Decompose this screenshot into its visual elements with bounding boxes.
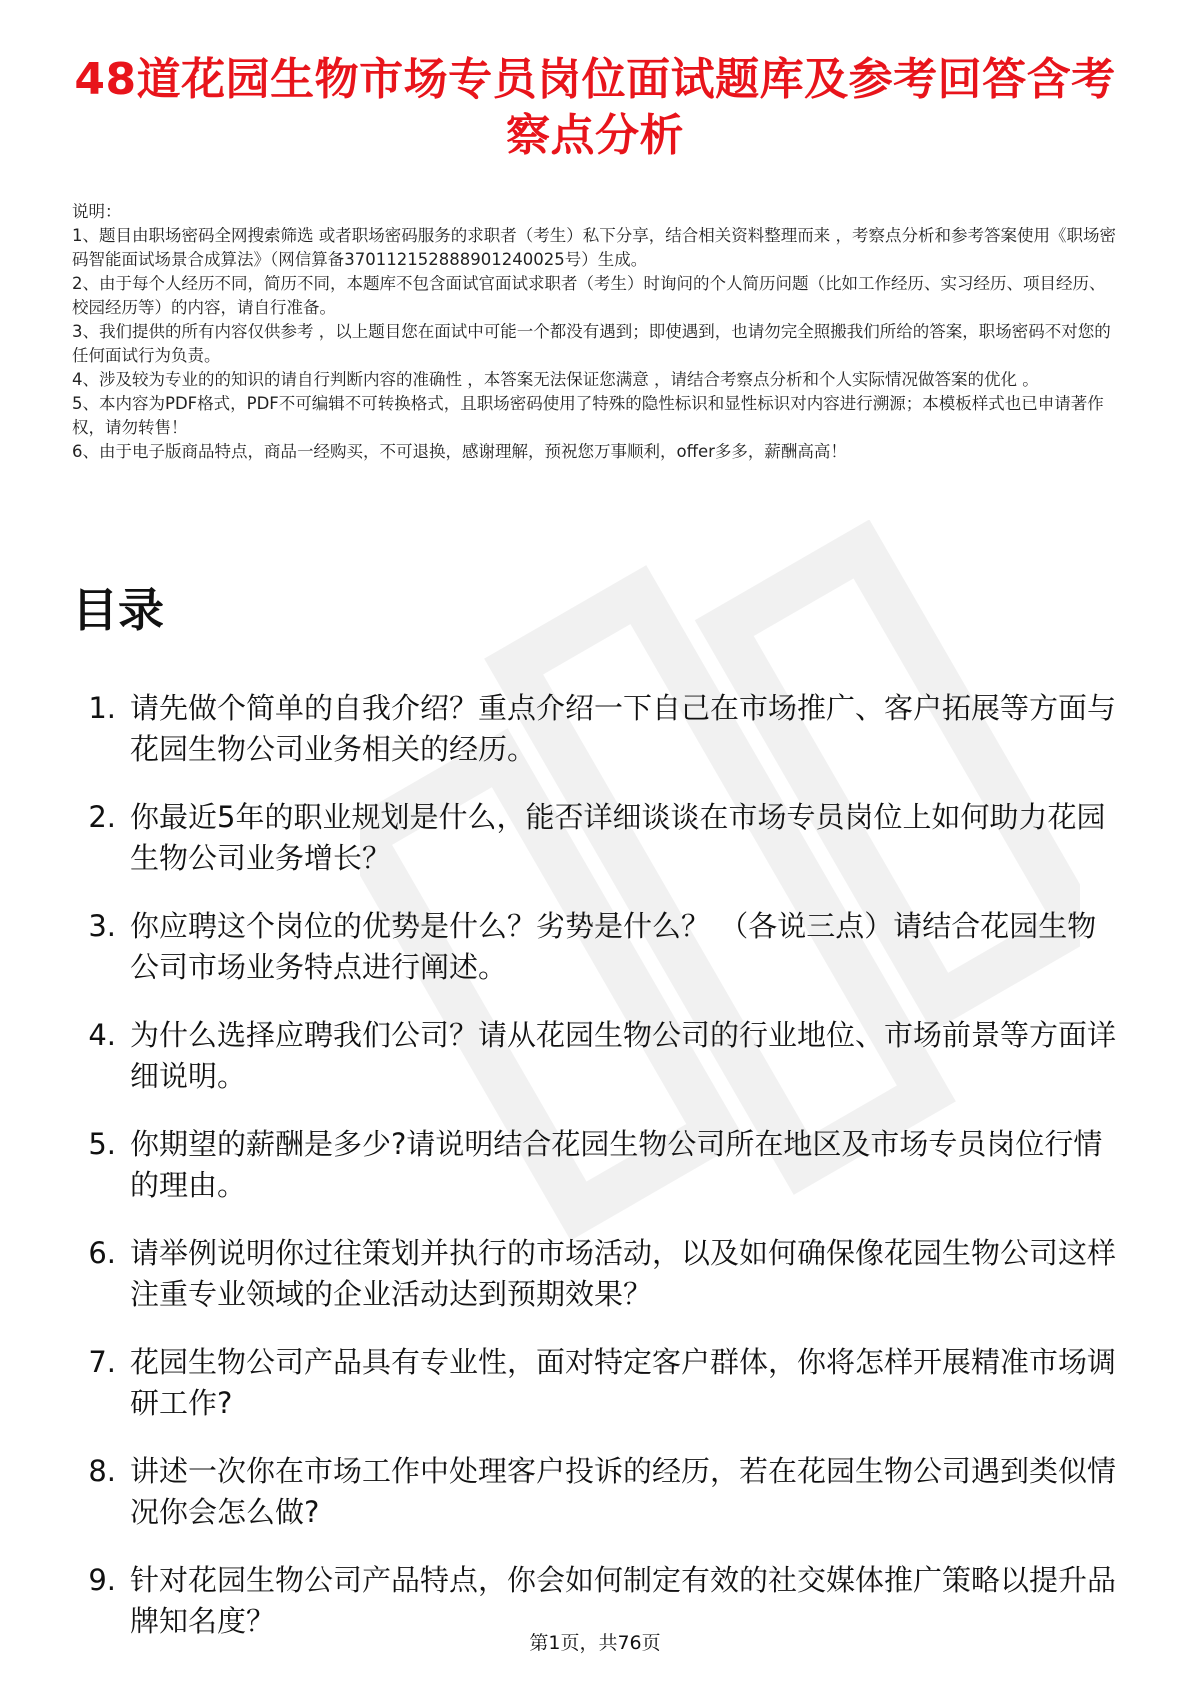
toc-item[interactable] — [72, 797, 1122, 879]
toc-item-text: 针对花园生物公司产品特点，你会如何制定有效的社交媒体推广策略以提升品牌知名度？ — [130, 1563, 1117, 1638]
note-item: 6、由于电子版商品特点，商品一经购买，不可退换，感谢理解，预祝您万事顺利，offer多多，薪酬高高！ — [72, 442, 847, 461]
notes-section — [72, 200, 1118, 464]
toc-item-number: 1. — [88, 691, 116, 725]
toc-item-text: 请举例说明你过往策划并执行的市场活动，以及如何确保像花园生物公司这样注重专业领域的企业活动达到预期效果？ — [130, 1236, 1117, 1311]
toc-item[interactable] — [72, 906, 1122, 988]
toc-item-number: 9. — [88, 1563, 116, 1597]
toc-item[interactable] — [72, 1015, 1122, 1097]
toc-list — [72, 688, 1122, 1669]
toc-item-text: 你最近5年的职业规划是什么，能否详细谈谈在市场专员岗位上如何助力花园生物公司业务增长？ — [130, 800, 1106, 875]
note-item: 5、本内容为PDF格式，PDF不可编辑不可转换格式，且职场密码使用了特殊的隐性标识和显性标识对内容进行溯源；本模板样式也已申请著作权，请勿转售！ — [72, 394, 1104, 437]
toc-item[interactable] — [72, 1124, 1122, 1206]
toc-item-number: 6. — [88, 1236, 116, 1270]
note-item: 4、涉及较为专业的的知识的请自行判断内容的准确性 ，本答案无法保证您满意 ，请结合考察点分析和个人实际情况做答案的优化 。 — [72, 370, 1039, 389]
toc-item-text: 你应聘这个岗位的优势是什么？劣势是什么？ （各说三点）请结合花园生物公司市场业务特点进行阐述。 — [130, 909, 1097, 984]
toc-item-text: 讲述一次你在市场工作中处理客户投诉的经历，若在花园生物公司遇到类似情况你会怎么做? — [130, 1454, 1117, 1529]
toc-item-text: 你期望的薪酬是多少?请说明结合花园生物公司所在地区及市场专员岗位行情的理由。 — [130, 1127, 1103, 1202]
toc-item-text: 为什么选择应聘我们公司？请从花园生物公司的行业地位、市场前景等方面详细说明。 — [130, 1018, 1117, 1093]
toc-item[interactable] — [72, 1342, 1122, 1424]
toc-item-number: 8. — [88, 1454, 116, 1488]
toc-item[interactable] — [72, 1233, 1122, 1315]
toc-item-number: 2. — [88, 800, 116, 834]
document-title: 48道花园生物市场专员岗位面试题库及参考回答含考察点分析 — [74, 54, 1116, 161]
notes-header: 说明： — [72, 202, 122, 221]
toc-item-number: 3. — [88, 909, 116, 943]
note-item: 3、我们提供的所有内容仅供参考 ，以上题目您在面试中可能一个都没有遇到；即使遇到，也请勿完全照搬我们所给的答案，职场密码不对您的任何面试行为负责。 — [72, 322, 1111, 365]
toc-heading: 目录 — [72, 583, 164, 637]
toc-item-number: 4. — [88, 1018, 116, 1052]
toc-item[interactable] — [72, 1451, 1122, 1533]
note-item: 2、由于每个人经历不同，简历不同，本题库不包含面试官面试求职者（考生）时询问的个人简历问题（比如工作经历、实习经历、项目经历、校园经历等）的内容，请自行准备。 — [72, 274, 1106, 317]
toc-item-number: 5. — [88, 1127, 116, 1161]
toc-item[interactable] — [72, 688, 1122, 770]
toc-item-number: 7. — [88, 1345, 116, 1379]
toc-item-text: 花园生物公司产品具有专业性，面对特定客户群体，你将怎样开展精准市场调研工作? — [130, 1345, 1117, 1420]
page-footer: 第1页，共76页 — [529, 1632, 661, 1654]
toc-item-text: 请先做个简单的自我介绍？重点介绍一下自己在市场推广、客户拓展等方面与花园生物公司业务相关的经历。 — [130, 691, 1117, 766]
note-item: 1、题目由职场密码全网搜索筛选 或者职场密码服务的求职者（考生）私下分享，结合相关资料整理而来 ，考察点分析和参考答案使用《职场密码智能面试场景合成算法》（网信算备370112152888901240025号）生成。 — [72, 226, 1116, 269]
